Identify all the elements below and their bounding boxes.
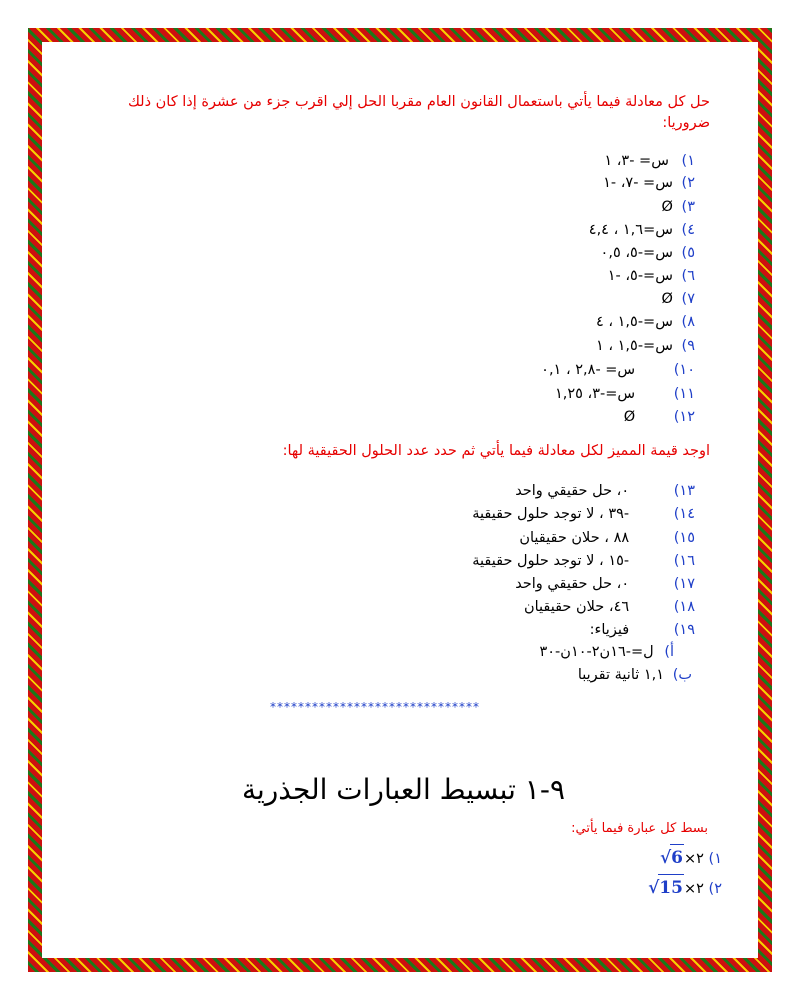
item-number: ١٨) bbox=[673, 599, 695, 615]
coefficient: ٢× bbox=[683, 881, 704, 897]
answer-item-19 bbox=[590, 619, 695, 641]
section2-instructions: اوجد قيمة المميز لكل معادلة فيما يأتي ثم حدد عدد الحلول الحقيقية لها: bbox=[282, 443, 710, 459]
item-number: ٩) bbox=[681, 338, 695, 354]
answer-item-16 bbox=[472, 550, 695, 572]
item-answer: س=-١,٥ ، ٤ bbox=[595, 314, 673, 330]
item-answer: س= -٢,٨ ، ٠,١ bbox=[541, 362, 636, 378]
section1-instructions: حل كل معادلة فيما يأتي باستعمال القانون العام مقربا الحل إلي اقرب جزء من عشرة إذا كان ذلك ضروريا: bbox=[127, 94, 710, 131]
item-number: ١١) bbox=[673, 386, 695, 402]
item-number: ٢) bbox=[708, 881, 722, 897]
radicand: 15 bbox=[658, 874, 684, 901]
item-answer: س=-٥، ٠,٥ bbox=[600, 245, 673, 261]
item-number: ٢) bbox=[681, 175, 695, 191]
item-number: ١) bbox=[681, 153, 695, 169]
item-number: ٦) bbox=[681, 268, 695, 284]
section3-instructions: بسط كل عبارة فيما يأتي: bbox=[571, 821, 708, 836]
item-answer: س=-٥، -١ bbox=[607, 268, 673, 284]
physics-part-b bbox=[578, 664, 692, 686]
square-root-expression: √6 bbox=[660, 844, 684, 871]
item-number: ٥) bbox=[681, 245, 695, 261]
item-answer: ٠، حل حقيقي واحد bbox=[515, 483, 630, 499]
answer-item-9 bbox=[596, 335, 695, 357]
answer-item-11 bbox=[555, 383, 695, 405]
item-number: ١٧) bbox=[673, 576, 695, 592]
item-number: ٣) bbox=[681, 199, 695, 215]
answer-item-10 bbox=[541, 359, 695, 381]
item-number: ١٥) bbox=[673, 530, 695, 546]
item-number: ١) bbox=[708, 851, 722, 867]
answer-item-1 bbox=[604, 150, 695, 172]
item-answer: س= -٣، ١ bbox=[604, 153, 669, 169]
answer-item-7 bbox=[662, 288, 696, 310]
radical-item-1 bbox=[660, 844, 722, 870]
answer-item-8 bbox=[596, 311, 695, 333]
item-number: ٤) bbox=[681, 222, 695, 238]
square-root-expression: √15 bbox=[648, 874, 684, 901]
part-answer: ل=-١٦ن٢-١٠ن-٣٠ bbox=[539, 644, 654, 660]
answer-item-17 bbox=[515, 573, 695, 595]
answer-item-2 bbox=[603, 172, 695, 194]
item-number: ١٤) bbox=[673, 506, 695, 522]
section-separator: ****************************** bbox=[270, 700, 480, 714]
item-answer: فيزياء: bbox=[589, 622, 630, 638]
coefficient: ٢× bbox=[683, 851, 704, 867]
item-number: ٨) bbox=[681, 314, 695, 330]
item-number: ١٩) bbox=[673, 622, 695, 638]
item-answer: -١٥ ، لا توجد حلول حقيقية bbox=[472, 553, 630, 569]
physics-part-a bbox=[539, 641, 674, 663]
answer-item-14 bbox=[472, 503, 695, 525]
item-answer: س= -٧، -١ bbox=[603, 175, 673, 191]
item-answer: Ø bbox=[661, 199, 673, 215]
answer-item-5 bbox=[601, 242, 695, 264]
answer-item-4 bbox=[589, 219, 695, 241]
item-answer: س=-١,٥ ، ١ bbox=[595, 338, 673, 354]
answer-item-15 bbox=[519, 527, 695, 549]
item-answer: ٠، حل حقيقي واحد bbox=[515, 576, 630, 592]
answer-item-6 bbox=[608, 265, 695, 287]
part-label: أ) bbox=[664, 644, 674, 660]
item-answer: س=١,٦ ، ٤,٤ bbox=[588, 222, 673, 238]
answer-item-18 bbox=[524, 596, 695, 618]
answer-item-12 bbox=[624, 406, 695, 428]
item-answer: ٨٨ ، حلان حقيقيان bbox=[519, 530, 630, 546]
answer-item-3 bbox=[662, 196, 696, 218]
item-answer: ٤٦، حلان حقيقيان bbox=[523, 599, 630, 615]
item-number: ٧) bbox=[681, 291, 695, 307]
part-label: ب) bbox=[672, 667, 692, 683]
item-answer: -٣٩ ، لا توجد حلول حقيقية bbox=[472, 506, 630, 522]
answer-item-13 bbox=[515, 480, 695, 502]
item-number: ١٣) bbox=[673, 483, 695, 499]
radicand: 6 bbox=[670, 844, 684, 871]
item-answer: Ø bbox=[661, 291, 673, 307]
item-number: ١٢) bbox=[673, 409, 695, 425]
item-number: ١٠) bbox=[673, 362, 695, 378]
radical-item-2 bbox=[648, 874, 722, 900]
item-answer: Ø bbox=[623, 409, 636, 425]
item-answer: س=-٣، ١,٢٥ bbox=[554, 386, 636, 402]
lesson-heading: ٩-١ تبسيط العبارات الجذرية bbox=[241, 773, 565, 806]
part-answer: ١,١ ثانية تقريبا bbox=[577, 667, 665, 683]
item-number: ١٦) bbox=[673, 553, 695, 569]
